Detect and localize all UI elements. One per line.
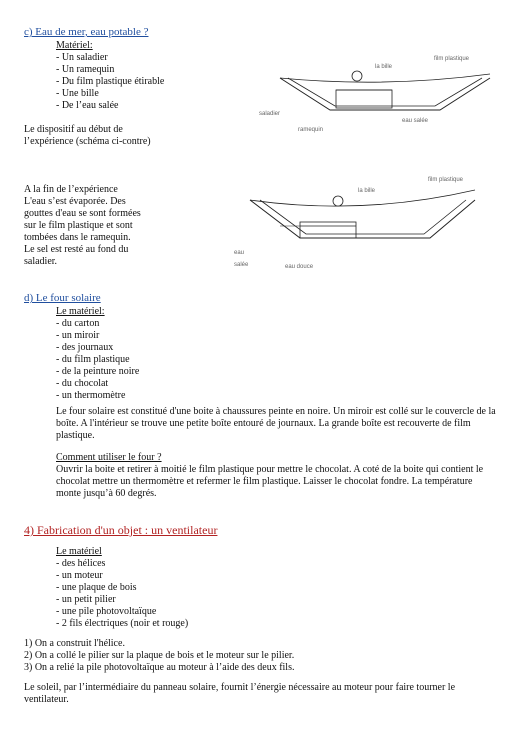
section-4-conclusion: Le soleil, par l’intermédiaire du panneau solaire, fournit l’énergie nécessaire au moteur pour faire tourner le ventilateur. [24,682,456,705]
bowl-outline [280,78,490,110]
section-d-description: Le four solaire est constitué d'une boite à chaussures peinte en noire. Un miroir est collé sur le couvercle de la boîte. A l'intérieur se trouve une petite boîte entouré de journaux. La grande boîte est recouverte de film plastique. [56,406,496,441]
list-item: - un moteur [56,570,103,581]
text-line: Le dispositif au début de [24,124,123,135]
ramekin [336,90,392,108]
text-line: L'eau s’est évaporée. Des [24,196,126,207]
list-item: - une plaque de bois [56,582,137,593]
marble [352,71,362,81]
list-item: - un miroir [56,330,100,341]
label-salee: salée [234,262,249,268]
label-bille: la bille [375,64,393,70]
list-item: - des journaux [56,342,114,353]
section-4-steps [24,638,294,674]
list-item: - du carton [56,318,100,329]
section-4-title: 4) Fabrication d'un objet : un ventilateur [24,523,218,537]
text-line: Le sel est resté au fond du [24,244,129,255]
label-eau-salee: eau salée [402,118,429,124]
list-item: - Du film plastique étirable [56,76,165,87]
experiment-end-diagram [230,172,510,272]
label-eau-douce: eau douce [285,264,314,270]
text-line: tombées dans le ramequin. [24,232,131,243]
section-c-title: c) Eau de mer, eau potable ? [24,26,149,38]
section-c-end-text [24,184,141,268]
step-item: 2) On a collé le pilier sur la plaque de bois et le moteur sur le pilier. [24,650,295,661]
label-eau: eau [234,250,245,256]
list-item: - 2 fils électriques (noir et rouge) [56,618,189,629]
list-item: - Une bille [56,88,99,99]
text-line: A la fin de l’expérience [24,184,118,195]
text-line: sur le film plastique et sont [24,220,133,231]
label-ramequin: ramequin [298,127,324,133]
list-item: - une pile photovoltaïque [56,606,157,617]
label-film: film plastique [434,56,470,62]
experiment-start-diagram [250,50,510,140]
list-item: - Un saladier [56,52,108,63]
list-item: - des hélices [56,558,106,569]
list-item: - du film plastique [56,354,130,365]
text-line: gouttes d'eau se sont formées [24,208,141,219]
section-d-usage-heading: Comment utiliser le four ? [56,452,162,463]
label-saladier: saladier [259,111,281,117]
label-bille: la bille [358,188,376,194]
list-item: - de la peinture noire [56,366,140,377]
list-item: - De l’eau salée [56,100,119,111]
plastic-film [280,74,490,82]
list-item: - un thermomètre [56,390,126,401]
list-item: - un petit pilier [56,594,116,605]
label-film: film plastique [428,177,464,183]
text-line: saladier. [24,256,58,267]
section-c-materials-list [56,52,164,112]
list-item: - du chocolat [56,378,109,389]
step-item: 1) On a construit l'hélice. [24,638,125,649]
section-4-materials-list [56,558,188,630]
list-item: - Un ramequin [56,64,115,75]
text-line: l’expérience (schéma ci-contre) [24,136,151,147]
section-d-materials-heading: Le matériel: [56,306,105,317]
section-d-title: d) Le four solaire [24,292,101,304]
section-c-materials-heading: Matériel: [56,40,93,51]
section-c-start-text [24,124,151,148]
section-4-materials-heading: Le matériel [56,546,102,557]
section-d-materials-list [56,318,139,402]
step-item: 3) On a relié la pile photovoltaïque au moteur à l’aide des deux fils. [24,662,295,673]
section-d-usage: Ouvrir la boite et retirer à moitié le film plastique pour mettre le chocolat. A coté de la boite qui contient le chocolat mettre un thermomètre et refermer le film plastique. Laisser le chocolat fondre. La température monte jusqu’à 60 degrés. [56,464,484,499]
